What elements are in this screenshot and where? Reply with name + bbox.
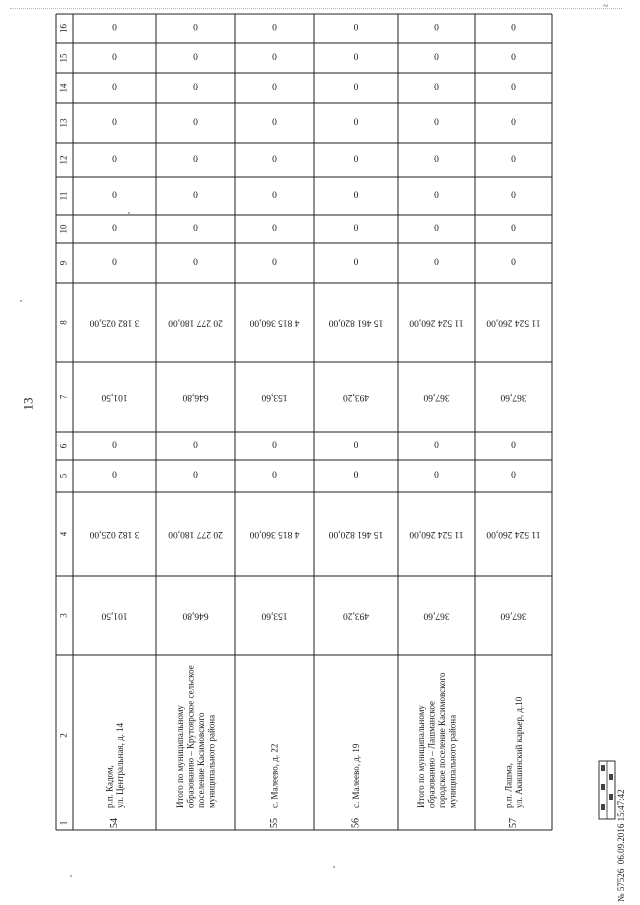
table-cell-c6: 0 (112, 441, 117, 452)
column-number-8: 8 (58, 320, 69, 325)
table-cell-c6: 0 (353, 441, 359, 452)
table-cell-c14: 0 (353, 83, 359, 94)
table-cell-c16: 0 (434, 23, 439, 34)
table-cell-c9: 0 (353, 258, 359, 269)
column-number-5: 5 (58, 473, 69, 479)
table-cell-c8: 20 277 180,00 (168, 317, 223, 328)
table-cell-c8: 11 524 260,00 (486, 317, 541, 328)
table-cell-c9: 0 (112, 258, 117, 269)
table-cell-c4: 4 815 360,00 (249, 528, 300, 539)
table-cell-c11: 0 (112, 191, 117, 202)
table-cell-c4: 11 524 260,00 (409, 528, 464, 539)
table-cell-c12: 0 (112, 155, 117, 166)
table-cell-num: 57 (507, 818, 519, 828)
table-cell-c15: 0 (193, 53, 198, 64)
table-cell-c8: 3 182 025,00 (89, 317, 140, 328)
column-number-11: 11 (58, 191, 69, 201)
table-cell-c3: 153,60 (261, 610, 288, 621)
table-cell-c10: 0 (434, 224, 439, 235)
column-number-15: 15 (58, 53, 69, 63)
table-cell-c12: 0 (272, 155, 277, 166)
table-cell-c9: 0 (434, 258, 439, 269)
table-cell-c4: 3 182 025,00 (89, 528, 140, 539)
column-number-4: 4 (58, 531, 69, 537)
table-cell-c15: 0 (353, 53, 359, 64)
table-cell-c15: 0 (511, 53, 516, 64)
table-cell-c3: 367,60 (500, 610, 527, 621)
table-cell-c10: 0 (511, 224, 516, 235)
table-cell-c12: 0 (434, 155, 439, 166)
table-cell-c4: 20 277 180,00 (168, 528, 223, 539)
table-cell-c16: 0 (272, 23, 277, 34)
table-cell-c13: 0 (511, 118, 516, 129)
table-cell-c4: 11 524 260,00 (486, 528, 541, 539)
table-cell-c8: 4 815 360,00 (249, 317, 300, 328)
table-cell-c7: 646,80 (182, 391, 209, 402)
table-cell-c14: 0 (272, 83, 277, 94)
table-cell-c15: 0 (112, 53, 117, 64)
table-cell-c14: 0 (112, 83, 117, 94)
table-cell-c8: 11 524 260,00 (409, 317, 464, 328)
table-cell-name: с. Малеево, д. 19 (351, 743, 361, 808)
column-number-13: 13 (58, 118, 69, 128)
table-cell-c14: 0 (511, 83, 516, 94)
table-cell-c16: 0 (112, 23, 117, 34)
table-cell-c11: 0 (434, 191, 439, 202)
table-cell-num: 55 (268, 818, 280, 828)
column-number-6: 6 (58, 443, 69, 449)
table-cell-c5: 0 (434, 471, 439, 482)
table-cell-c13: 0 (434, 118, 439, 129)
table-cell-c10: 0 (272, 224, 277, 235)
table-cell-num: 54 (108, 818, 120, 828)
table-cell-c3: 646,80 (182, 610, 209, 621)
table-cell-c10: 0 (353, 224, 359, 235)
table-cell-c3: 101,50 (101, 610, 128, 621)
table-cell-c4: 15 461 820,00 (328, 528, 384, 539)
column-number-2: 2 (58, 733, 69, 738)
table-cell-name: Итого по муниципальномуобразованию – Крутоярское сельскоепоселение Касимовскогомуниципального района (174, 665, 217, 808)
table-cell-c12: 0 (511, 155, 516, 166)
table-cell-c16: 0 (353, 23, 359, 34)
column-number-14: 14 (58, 83, 69, 93)
table-cell-c3: 367,60 (423, 610, 450, 621)
table-cell-c6: 0 (434, 441, 439, 452)
table-cell-c14: 0 (434, 83, 439, 94)
table-cell-c11: 0 (193, 191, 198, 202)
table-cell-c3: 493,20 (342, 610, 370, 621)
table-cell-c5: 0 (353, 471, 359, 482)
page-number: 13 (20, 397, 36, 411)
table-cell-c7: 493,20 (342, 391, 370, 402)
table-cell-c11: 0 (511, 191, 516, 202)
table-cell-c14: 0 (193, 83, 198, 94)
table-cell-c11: 0 (353, 191, 359, 202)
table-cell-c9: 0 (511, 258, 516, 269)
table-cell-c15: 0 (272, 53, 277, 64)
footer-registration (614, 744, 628, 904)
table-cell-c16: 0 (193, 23, 198, 34)
table-cell-name: р.п. Лашма,ул. Акишинский карьер, д.10 (503, 696, 524, 808)
table-cell-c11: 0 (272, 191, 277, 202)
column-number-12: 12 (58, 155, 69, 165)
table-cell-c15: 0 (434, 53, 439, 64)
column-number-9: 9 (58, 260, 69, 266)
table-cell-c13: 0 (353, 118, 359, 129)
table-cell-c6: 0 (272, 441, 277, 452)
table-cell-c5: 0 (193, 471, 198, 482)
table-cell-c6: 0 (193, 441, 198, 452)
column-number-1: 1 (58, 820, 69, 826)
table-cell-c5: 0 (112, 471, 117, 482)
table-cell-c7: 153,60 (261, 391, 288, 402)
footer-text: № 57526 06.09.2016 15:47:42 (616, 789, 626, 902)
table-cell-c12: 0 (193, 155, 198, 166)
table-cell-c9: 0 (272, 258, 277, 269)
table-cell-c8: 15 461 820,00 (328, 317, 384, 328)
table-cell-num: 56 (350, 818, 362, 828)
table-cell-name: р.п. Кадом,ул. Центральная, д. 14 (104, 722, 125, 808)
table-cell-c10: 0 (193, 224, 198, 235)
table-cell-c5: 0 (511, 471, 516, 482)
table-cell-name: Итого по муниципальномуобразованию – Лашманскоегородское поселение Касимовскогомуниципального района (415, 672, 458, 808)
table-cell-c7: 367,60 (500, 391, 527, 402)
table-cell-name: с. Малеево, д. 22 (269, 743, 280, 808)
table-cell-c13: 0 (193, 118, 198, 129)
table-cell-c16: 0 (511, 23, 516, 34)
table-cell-c9: 0 (193, 258, 198, 269)
table-cell-c12: 0 (353, 155, 359, 166)
column-number-3: 3 (58, 613, 69, 618)
table-cell-c10: 0 (112, 224, 117, 235)
column-number-7: 7 (58, 394, 69, 400)
table-cell-c13: 0 (112, 118, 117, 129)
column-number-10: 10 (58, 224, 69, 234)
table-cell-c5: 0 (272, 471, 277, 482)
table-cell-c7: 367,60 (423, 391, 450, 402)
table-cell-c13: 0 (272, 118, 277, 129)
table-cell-c7: 101,50 (101, 391, 128, 402)
corner-mark: ~ (603, 1, 609, 12)
table-cell-c6: 0 (511, 441, 516, 452)
column-number-16: 16 (58, 24, 69, 33)
